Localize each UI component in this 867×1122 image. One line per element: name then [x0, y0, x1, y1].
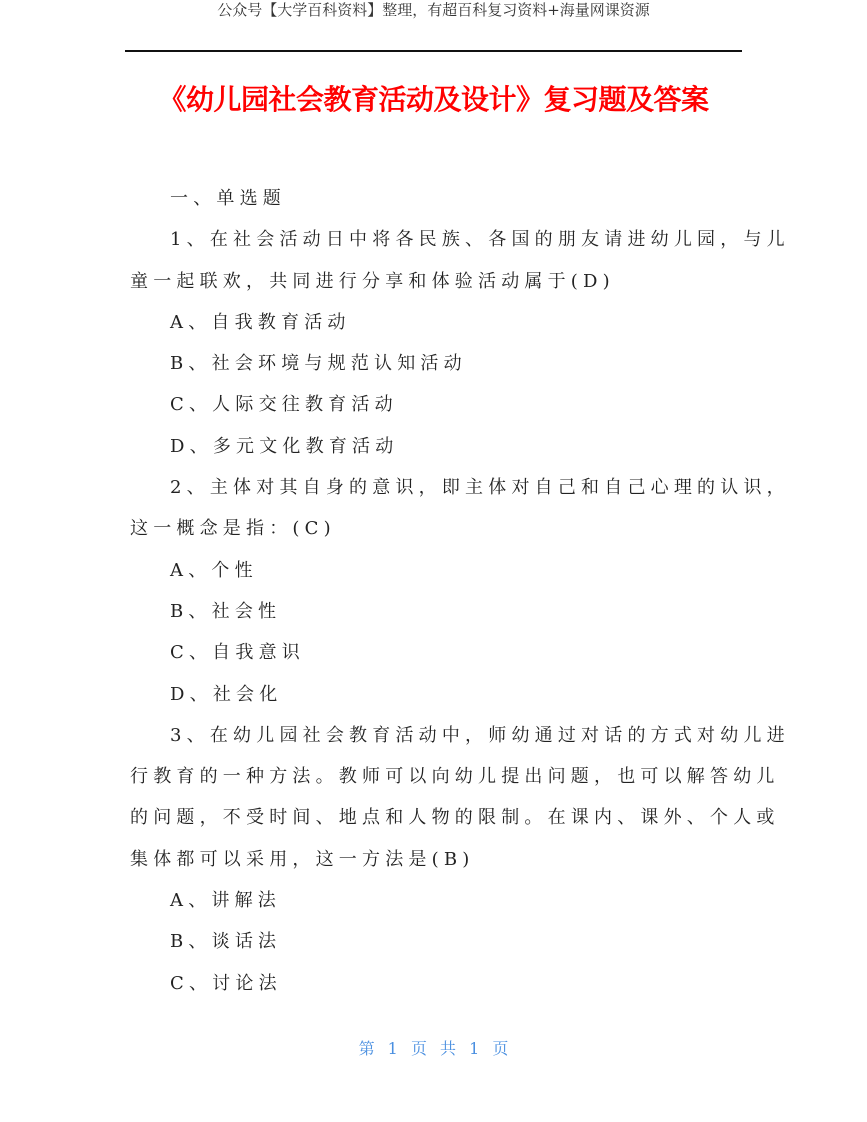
text-line: 这一概念是指：(C)	[130, 518, 336, 540]
text-line: B、谈话法	[170, 931, 282, 953]
text-line: A、讲解法	[170, 890, 281, 912]
page-header: 公众号【大学百科资料】整理，有超百科复习资料+海量网课资源	[217, 1, 650, 19]
text-line: B、社会性	[170, 600, 282, 622]
text-line: B、社会环境与规范认知活动	[170, 353, 467, 375]
text-line: 的问题，不受时间、地点和人物的限制。在课内、课外、个人或	[130, 807, 780, 829]
text-line: 集体都可以采用，这一方法是(B)	[130, 848, 475, 870]
text-line: C、人际交往教育活动	[170, 394, 398, 416]
text-line: C、自我意识	[170, 642, 305, 664]
page-footer: 第 1 页 共 1 页	[358, 1039, 509, 1058]
text-line: A、自我教育活动	[170, 311, 351, 333]
text-line: 童一起联欢，共同进行分享和体验活动属于(D)	[130, 270, 615, 292]
text-line: 行教育的一种方法。教师可以向幼儿提出问题，也可以解答幼儿	[130, 766, 780, 788]
text-line: 3、在幼儿园社会教育活动中，师幼通过对话的方式对幼儿进	[170, 724, 790, 746]
document-body	[130, 178, 790, 1004]
text-line: A、个性	[170, 559, 258, 581]
text-line: 一、单选题	[170, 188, 286, 209]
text-line: D、多元文化教育活动	[170, 435, 399, 457]
text-line: 1、在社会活动日中将各民族、各国的朋友请进幼儿园，与儿	[170, 229, 790, 251]
text-line: D、社会化	[170, 683, 283, 705]
header-divider	[125, 50, 742, 52]
text-line: 2、主体对其自身的意识，即主体对自己和自己心理的认识，	[170, 477, 790, 499]
document-title: 《幼儿园社会教育活动及设计》复习题及答案	[158, 83, 709, 116]
text-line: C、讨论法	[170, 972, 282, 994]
